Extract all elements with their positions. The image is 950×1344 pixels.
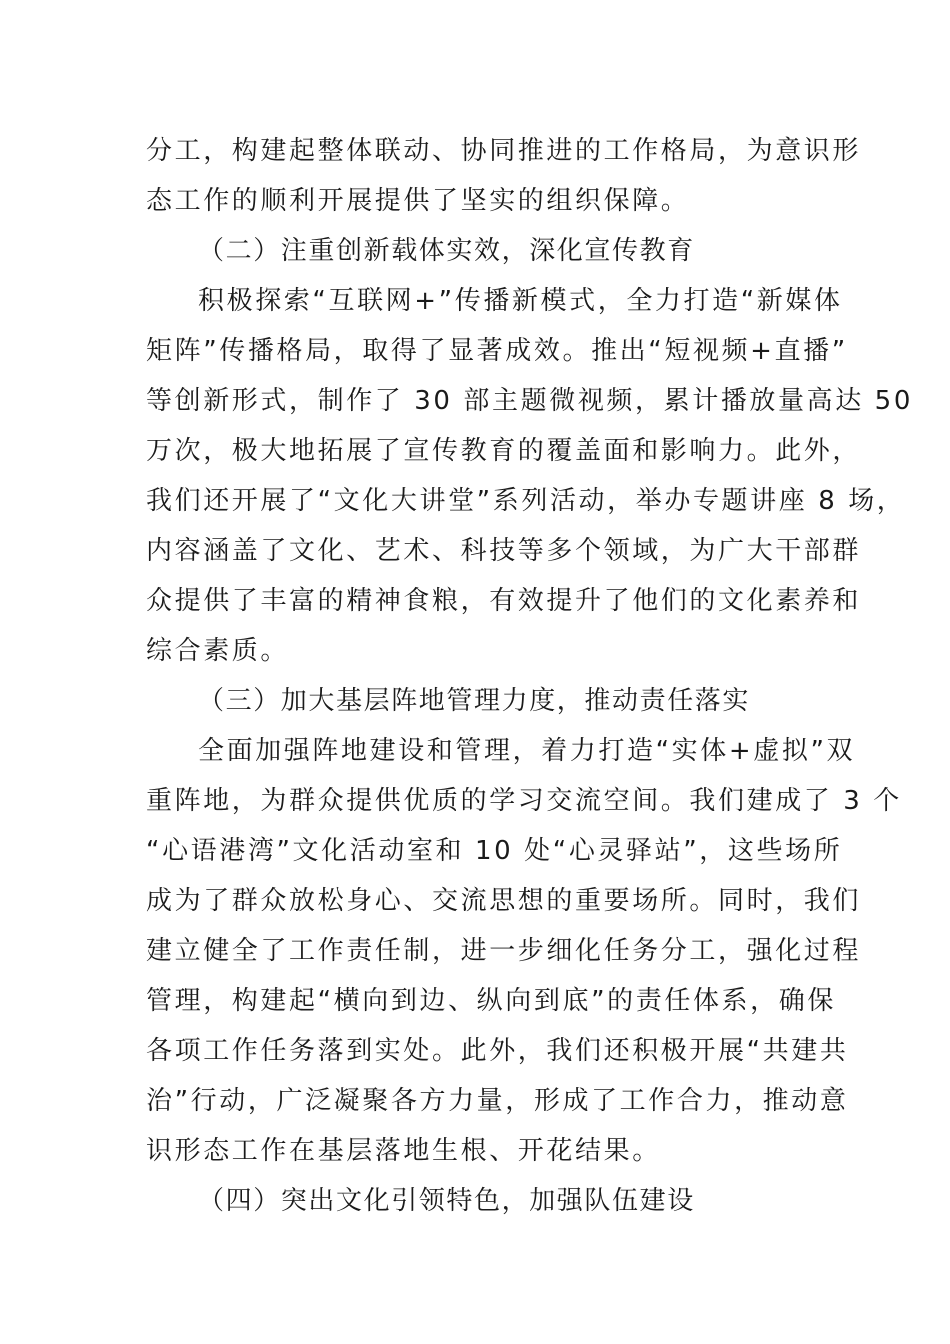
body-text-line: 万次，极大地拓展了宣传教育的覆盖面和影响力。此外，	[146, 436, 862, 466]
section-heading-2: （二）注重创新载体实效，深化宣传教育	[198, 236, 695, 266]
body-text-line: 众提供了丰富的精神食粮，有效提升了他们的文化素养和	[146, 586, 862, 616]
section-heading-3: （三）加大基层阵地管理力度，推动责任落实	[198, 686, 751, 716]
body-text-line: 各项工作任务落到实处。此外，我们还积极开展“共建共	[146, 1036, 849, 1066]
body-text-line: 内容涵盖了文化、艺术、科技等多个领域，为广大干部群	[146, 536, 862, 566]
body-text-line: 综合素质。	[146, 636, 290, 666]
body-text-line: 等创新形式，制作了 30 部主题微视频，累计播放量高达 50	[146, 386, 913, 416]
section-heading-4: （四）突出文化引领特色，加强队伍建设	[198, 1186, 695, 1216]
body-text-line: “心语港湾”文化活动室和 10 处“心灵驿站”，这些场所	[146, 836, 843, 866]
body-text-line: 识形态工作在基层落地生根、开花结果。	[146, 1136, 661, 1166]
body-text-line: 我们还开展了“文化大讲堂”系列活动，举办专题讲座 8 场，	[146, 486, 906, 516]
body-text-line: 态工作的顺利开展提供了坚实的组织保障。	[146, 186, 690, 216]
body-text-line: 重阵地，为群众提供优质的学习交流空间。我们建成了 3 个	[146, 786, 902, 816]
body-text-line: 治”行动，广泛凝聚各方力量，形成了工作合力，推动意	[146, 1086, 849, 1116]
body-text-line: 成为了群众放松身心、交流思想的重要场所。同时，我们	[146, 886, 862, 916]
body-text-line: 积极探索“互联网+”传播新模式，全力打造“新媒体	[198, 286, 843, 316]
body-text-line: 分工，构建起整体联动、协同推进的工作格局，为意识形	[146, 136, 862, 166]
body-text-line: 管理，构建起“横向到边、纵向到底”的责任体系，确保	[146, 986, 836, 1016]
body-text-line: 全面加强阵地建设和管理，着力打造“实体+虚拟”双	[198, 736, 856, 766]
body-text-line: 建立健全了工作责任制，进一步细化任务分工，强化过程	[146, 936, 862, 966]
body-text-line: 矩阵”传播格局，取得了显著成效。推出“短视频+直播”	[146, 336, 848, 366]
